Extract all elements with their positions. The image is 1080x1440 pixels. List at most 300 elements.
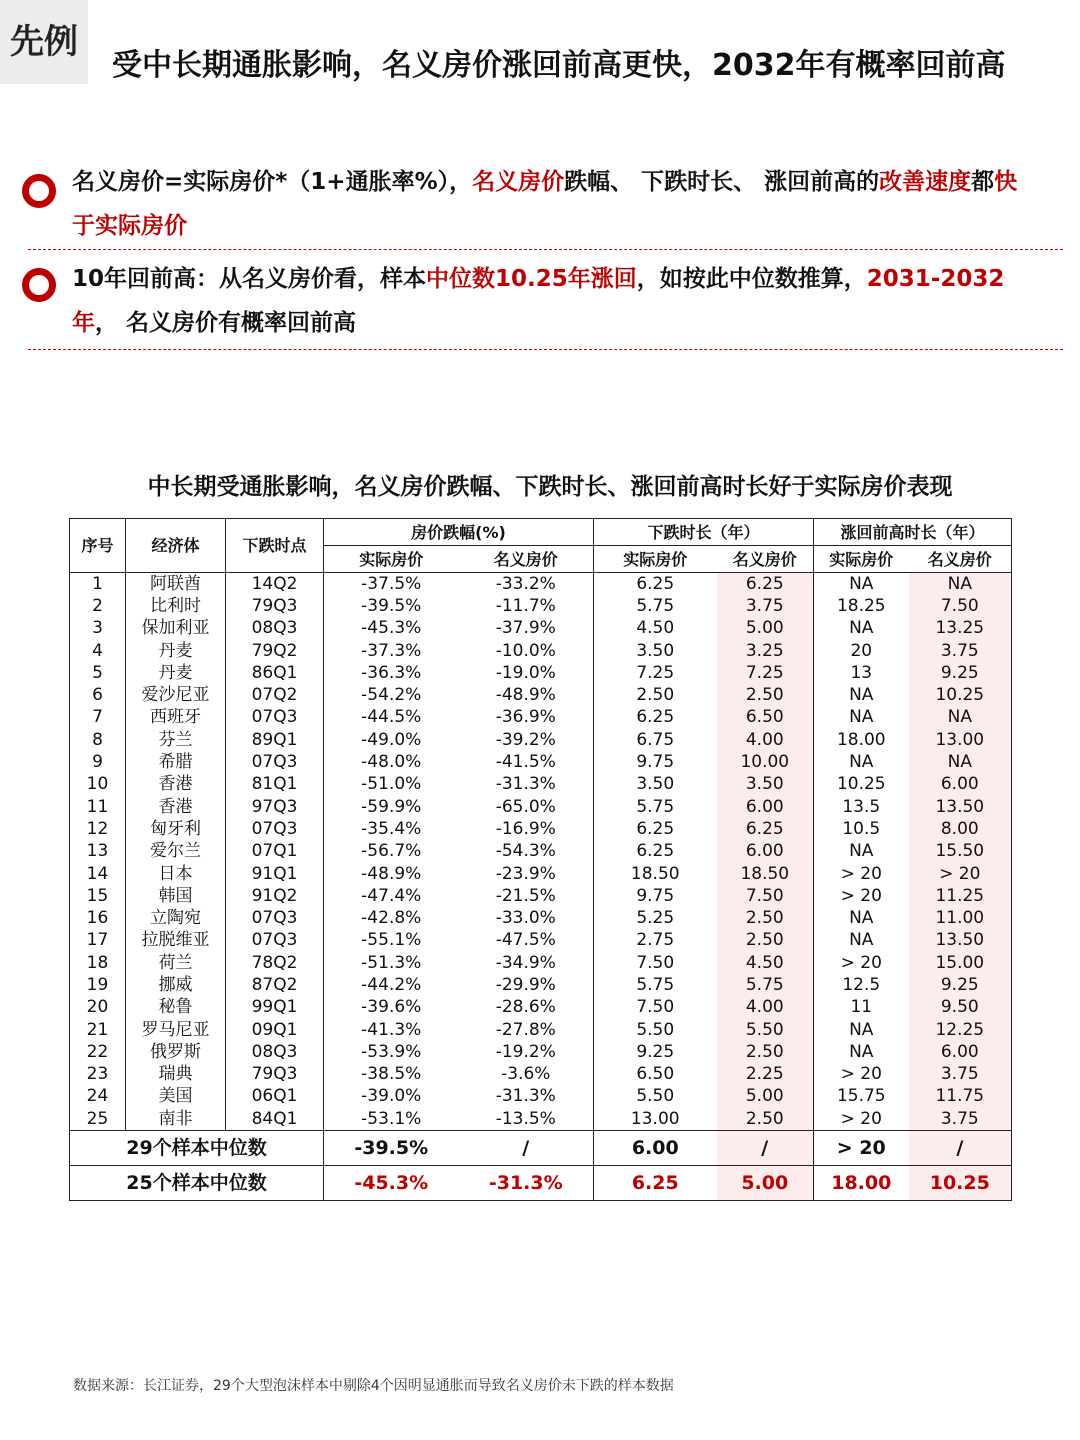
table-cell: -42.8%: [324, 907, 459, 929]
bullet-ring-icon: [22, 174, 56, 208]
table-row: [70, 1086, 1012, 1108]
table-cell: -33.0%: [495, 908, 556, 929]
table-cell: 5.00: [717, 1086, 814, 1108]
table-cell: NA: [814, 618, 909, 640]
table-cell: -31.3%: [495, 1086, 556, 1107]
data-table: [69, 518, 1012, 1201]
table-row: [70, 863, 1012, 885]
table-row: [70, 707, 1012, 729]
summary-value: 5.00: [717, 1166, 814, 1201]
table-cell: 07Q3: [226, 707, 324, 729]
table-cell: 10.25: [909, 684, 1012, 706]
table-cell: 阿联酋: [126, 573, 226, 596]
bullet-segment: 名义房价=实际房价*（1+通胀率%），: [72, 169, 473, 195]
table-cell: 6.25: [594, 707, 717, 729]
bullet-segment: ，如按此中位数推算，: [636, 266, 867, 292]
table-cell: 6.25: [594, 841, 717, 863]
table-cell: 5.75: [594, 595, 717, 617]
table-cell: 比利时: [126, 595, 226, 617]
table-cell: 14Q2: [226, 573, 324, 596]
table-cell: 13: [814, 662, 909, 684]
table-cell: 爱沙尼亚: [126, 684, 226, 706]
table-cell: 3: [92, 618, 103, 639]
table-cell: 15.75: [814, 1086, 909, 1108]
table-cell: 13.25: [909, 618, 1012, 640]
table-cell: 6.50: [717, 707, 814, 729]
table-cell: 9.25: [909, 974, 1012, 996]
table-cell: 2.50: [594, 684, 717, 706]
table-cell: > 20: [909, 863, 1012, 885]
table-cell: 5.50: [594, 1019, 717, 1041]
table-cell: -48.0%: [324, 751, 459, 773]
table-row: [70, 573, 1012, 596]
table-cell: 11: [86, 796, 109, 817]
table-row: [70, 751, 1012, 773]
table-cell: -35.4%: [324, 818, 459, 840]
table-cell: 3.25: [717, 640, 814, 662]
table-cell: -47.5%: [495, 930, 556, 951]
bullet-segment: 快于实际房价: [72, 169, 1018, 239]
table-cell: 南非: [126, 1108, 226, 1131]
table-cell: -53.1%: [324, 1108, 459, 1131]
table-cell: 07Q3: [226, 818, 324, 840]
table-title: 中长期受通胀影响，名义房价跌幅、下跌时长、涨回前高时长好于实际房价表现: [147, 474, 953, 500]
table-cell: > 20: [814, 952, 909, 974]
table-cell: 韩国: [126, 885, 226, 907]
table-cell: -54.3%: [495, 841, 556, 862]
table-cell: 香港: [126, 774, 226, 796]
table-cell: 13.00: [594, 1108, 717, 1131]
table-cell: -36.9%: [495, 707, 556, 728]
table-cell: 6.25: [594, 573, 717, 596]
table-cell: 8: [92, 729, 103, 750]
table-cell: 2.50: [717, 684, 814, 706]
divider: [28, 349, 1063, 350]
table-cell: 3.75: [909, 640, 1012, 662]
table-cell: -10.0%: [495, 640, 556, 661]
table-cell: NA: [814, 573, 909, 596]
table-cell: 7.50: [717, 885, 814, 907]
table-cell: -51.0%: [324, 774, 459, 796]
table-cell: -45.3%: [324, 618, 459, 640]
table-cell: 08Q3: [226, 618, 324, 640]
table-cell: -34.9%: [495, 952, 556, 973]
table-cell: 6.25: [717, 818, 814, 840]
divider: [28, 249, 1063, 250]
table-cell: 2.25: [717, 1064, 814, 1086]
table-cell: 10: [86, 774, 109, 795]
table-cell: NA: [814, 1019, 909, 1041]
table-cell: -36.3%: [324, 662, 459, 684]
table-cell: 3.75: [717, 595, 814, 617]
table-cell: -38.5%: [324, 1064, 459, 1086]
bullet-segment: 名义房价: [472, 169, 565, 195]
table-cell: 11: [814, 997, 909, 1019]
table-row: [70, 684, 1012, 706]
table-cell: 5: [92, 662, 103, 683]
table-cell: 07Q3: [226, 907, 324, 929]
table-cell: > 20: [814, 885, 909, 907]
table-cell: -39.6%: [324, 997, 459, 1019]
table-cell: -41.5%: [495, 752, 556, 773]
table-cell: NA: [814, 930, 909, 952]
table-cell: 9.75: [594, 751, 717, 773]
table-cell: 芬兰: [126, 729, 226, 751]
table-cell: 日本: [126, 863, 226, 885]
summary-value: 6.25: [594, 1166, 717, 1201]
table-cell: 12: [86, 818, 109, 839]
table-cell: 爱尔兰: [126, 841, 226, 863]
table-cell: > 20: [814, 1108, 909, 1131]
summary-value: 18.00: [814, 1166, 909, 1201]
table-cell: 西班牙: [126, 707, 226, 729]
table-cell: 立陶宛: [126, 907, 226, 929]
table-cell: 81Q1: [226, 774, 324, 796]
table-cell: 18.00: [814, 729, 909, 751]
table-cell: NA: [909, 573, 1012, 596]
summary-value: 10.25: [909, 1166, 1012, 1201]
table-cell: 89Q1: [226, 729, 324, 751]
table-row: [70, 885, 1012, 907]
table-cell: 1: [92, 573, 103, 594]
table-cell: -65.0%: [495, 796, 556, 817]
table-cell: 2.50: [717, 930, 814, 952]
table-cell: 美国: [126, 1086, 226, 1108]
header-recover-group: 涨回前高时长（年）: [814, 519, 1012, 546]
table-row: [70, 618, 1012, 640]
table-cell: 9.25: [909, 662, 1012, 684]
table-row: [70, 930, 1012, 952]
table-cell: -11.7%: [495, 595, 556, 616]
table-cell: -44.5%: [324, 707, 459, 729]
table-cell: 15: [86, 885, 109, 906]
table-row: [70, 952, 1012, 974]
header-peak: 下跌时点: [226, 519, 324, 573]
table-cell: 9: [92, 752, 103, 773]
table-cell: 19: [86, 974, 109, 995]
table-cell: 5.75: [594, 796, 717, 818]
summary-row: [70, 1166, 1012, 1201]
table-cell: NA: [814, 751, 909, 773]
header-nominal: 名义房价: [459, 546, 594, 573]
table-cell: -51.3%: [324, 952, 459, 974]
table-cell: NA: [814, 707, 909, 729]
table-cell: 13.00: [909, 729, 1012, 751]
table-cell: 06Q1: [226, 1086, 324, 1108]
table-cell: 78Q2: [226, 952, 324, 974]
summary-value: 6.00: [594, 1131, 717, 1166]
table-cell: 16: [86, 908, 109, 929]
summary-value: /: [909, 1131, 1012, 1166]
bullet-text-2: [72, 257, 1037, 345]
table-cell: NA: [814, 907, 909, 929]
table-cell: 84Q1: [226, 1108, 324, 1131]
table-cell: 13.50: [909, 796, 1012, 818]
table-cell: 7.50: [909, 595, 1012, 617]
table-cell: 7.25: [594, 662, 717, 684]
table-cell: 13.5: [814, 796, 909, 818]
table-cell: 希腊: [126, 751, 226, 773]
bullet-text-1: [72, 160, 1037, 248]
table-cell: 5.75: [594, 974, 717, 996]
table-cell: 罗马尼亚: [126, 1019, 226, 1041]
table-cell: 09Q1: [226, 1019, 324, 1041]
table-cell: 13: [86, 841, 109, 862]
table-cell: 荷兰: [126, 952, 226, 974]
table-cell: 07Q3: [226, 751, 324, 773]
table-cell: -54.2%: [324, 684, 459, 706]
table-cell: -3.6%: [501, 1064, 551, 1085]
table-cell: -29.9%: [495, 974, 556, 995]
table-row: [70, 1041, 1012, 1063]
table-cell: 匈牙利: [126, 818, 226, 840]
table-cell: 5.75: [717, 974, 814, 996]
table-cell: -49.0%: [324, 729, 459, 751]
table-cell: -59.9%: [324, 796, 459, 818]
table-cell: -56.7%: [324, 841, 459, 863]
summary-value: /: [459, 1131, 594, 1166]
table-cell: 2.50: [717, 1041, 814, 1063]
header-real: 实际房价: [324, 546, 459, 573]
table-cell: 5.25: [594, 907, 717, 929]
table-cell: 99Q1: [226, 997, 324, 1019]
table-cell: 拉脱维亚: [126, 930, 226, 952]
table-cell: 丹麦: [126, 662, 226, 684]
table-cell: 8.00: [909, 818, 1012, 840]
table-cell: NA: [814, 1041, 909, 1063]
header-drop-group: 房价跌幅(%): [324, 519, 594, 546]
header-economy: 经济体: [126, 519, 226, 573]
table-cell: 6.00: [909, 1041, 1012, 1063]
table-cell: 15.00: [909, 952, 1012, 974]
table-cell: 18.50: [594, 863, 717, 885]
table-cell: 18.25: [814, 595, 909, 617]
table-cell: 6.00: [717, 796, 814, 818]
table-cell: 97Q3: [226, 796, 324, 818]
summary-value: -39.5%: [324, 1131, 459, 1166]
table-cell: 20: [86, 997, 109, 1018]
table-cell: 12.5: [814, 974, 909, 996]
table-cell: 18.50: [717, 863, 814, 885]
table-cell: 4.50: [594, 618, 717, 640]
table-cell: 79Q3: [226, 595, 324, 617]
bullet-segment: 都: [971, 169, 995, 195]
table-cell: 11.25: [909, 885, 1012, 907]
table-cell: -37.5%: [324, 573, 459, 596]
table-cell: -19.2%: [495, 1041, 556, 1062]
table-cell: 2.50: [717, 907, 814, 929]
table-cell: -31.3%: [495, 774, 556, 795]
table-row: [70, 974, 1012, 996]
bullet-segment: ， 名义房价有概率回前高: [95, 310, 357, 336]
table-row: [70, 1019, 1012, 1041]
header-real: 实际房价: [814, 546, 909, 573]
table-cell: 6.75: [594, 729, 717, 751]
table-cell: 91Q2: [226, 885, 324, 907]
table-cell: 5.50: [717, 1019, 814, 1041]
table-cell: 2.75: [594, 930, 717, 952]
table-cell: -44.2%: [324, 974, 459, 996]
table-row: [70, 774, 1012, 796]
table-row: [70, 1108, 1012, 1131]
table-cell: 07Q3: [226, 930, 324, 952]
table-row: [70, 1064, 1012, 1086]
table-cell: 保加利亚: [126, 618, 226, 640]
table-row: [70, 907, 1012, 929]
table-cell: 3.75: [909, 1108, 1012, 1131]
table-cell: 21: [86, 1019, 109, 1040]
table-cell: 07Q2: [226, 684, 324, 706]
page-title: 受中长期通胀影响，名义房价涨回前高更快，2032年有概率回前高: [112, 48, 1006, 83]
table-cell: 6.00: [909, 774, 1012, 796]
table-cell: -39.5%: [324, 595, 459, 617]
table-cell: 丹麦: [126, 640, 226, 662]
table-cell: 22: [86, 1041, 109, 1062]
table-cell: 07Q1: [226, 841, 324, 863]
table-cell: -19.0%: [495, 662, 556, 683]
source-note: 数据来源：长江证券，29个大型泡沫样本中剔除4个因明显通胀而导致名义房价未下跌的样本数据: [73, 1378, 674, 1394]
table-row: [70, 595, 1012, 617]
summary-value: /: [717, 1131, 814, 1166]
table-cell: 3.50: [717, 774, 814, 796]
table-cell: 瑞典: [126, 1064, 226, 1086]
table-cell: -27.8%: [495, 1019, 556, 1040]
table-cell: 10.25: [814, 774, 909, 796]
table-cell: 7.50: [594, 952, 717, 974]
table-cell: -13.5%: [495, 1108, 556, 1129]
summary-value: -31.3%: [459, 1166, 594, 1201]
table-cell: 17: [86, 930, 109, 951]
header-seq: 序号: [70, 519, 126, 573]
table-cell: NA: [814, 841, 909, 863]
table-cell: -48.9%: [495, 685, 556, 706]
table-cell: 3.75: [909, 1064, 1012, 1086]
summary-value: > 20: [814, 1131, 909, 1166]
table-cell: 3.50: [594, 774, 717, 796]
table-cell: 79Q3: [226, 1064, 324, 1086]
table-cell: 86Q1: [226, 662, 324, 684]
table-cell: -37.9%: [495, 618, 556, 639]
table-cell: -41.3%: [324, 1019, 459, 1041]
table-cell: -39.2%: [495, 729, 556, 750]
table-cell: -16.9%: [495, 818, 556, 839]
header-nominal: 名义房价: [909, 546, 1012, 573]
table-cell: 14: [86, 863, 109, 884]
table-cell: 6.25: [717, 573, 814, 596]
bullet-segment: 中位数10.25年涨回: [426, 266, 637, 292]
table-cell: 2.50: [717, 1108, 814, 1131]
table-cell: 5.50: [594, 1086, 717, 1108]
header-nominal: 名义房价: [717, 546, 814, 573]
table-cell: NA: [909, 707, 1012, 729]
table-row: [70, 818, 1012, 840]
table-cell: 5.00: [717, 618, 814, 640]
table-cell: 10.00: [717, 751, 814, 773]
table-row: [70, 662, 1012, 684]
table-cell: 秘鲁: [126, 997, 226, 1019]
table-cell: 4.00: [717, 997, 814, 1019]
table-cell: 6.50: [594, 1064, 717, 1086]
table-cell: -39.0%: [324, 1086, 459, 1108]
table-cell: 7.50: [594, 997, 717, 1019]
table-row: [70, 841, 1012, 863]
table-cell: 挪威: [126, 974, 226, 996]
table-cell: -28.6%: [495, 997, 556, 1018]
table-cell: 79Q2: [226, 640, 324, 662]
table-cell: -33.2%: [495, 573, 556, 594]
summary-label: 25个样本中位数: [70, 1166, 324, 1201]
table-row: [70, 729, 1012, 751]
bullet-segment: 2031-2032年: [72, 266, 1005, 336]
summary-row: [70, 1131, 1012, 1166]
table-cell: -47.4%: [324, 885, 459, 907]
table-cell: 13.50: [909, 930, 1012, 952]
table-cell: 6.25: [594, 818, 717, 840]
table-cell: 23: [86, 1064, 109, 1085]
bullet-ring-icon: [22, 268, 56, 302]
table-cell: -48.9%: [324, 863, 459, 885]
bullet-segment: 10年回前高：从名义房价看，样本: [72, 266, 427, 292]
table-cell: 2: [92, 595, 103, 616]
table-cell: 香港: [126, 796, 226, 818]
table-cell: 7: [92, 707, 103, 728]
table-cell: 11.75: [909, 1086, 1012, 1108]
table-cell: 9.75: [594, 885, 717, 907]
table-cell: 12.25: [909, 1019, 1012, 1041]
table-cell: 4: [92, 640, 103, 661]
table-cell: 6: [92, 685, 103, 706]
bullet-segment: 改善速度: [879, 169, 972, 195]
table-cell: -55.1%: [324, 930, 459, 952]
table-cell: 10.5: [814, 818, 909, 840]
table-cell: > 20: [814, 1064, 909, 1086]
table-cell: 87Q2: [226, 974, 324, 996]
table-cell: 24: [86, 1086, 109, 1107]
table-cell: NA: [814, 684, 909, 706]
table-cell: 3.50: [594, 640, 717, 662]
table-row: [70, 997, 1012, 1019]
table-cell: > 20: [814, 863, 909, 885]
table-cell: -21.5%: [495, 885, 556, 906]
table-cell: 9.25: [594, 1041, 717, 1063]
table-cell: 9.50: [909, 997, 1012, 1019]
table-cell: 6.00: [717, 841, 814, 863]
table-cell: 18: [86, 952, 109, 973]
table-cell: 08Q3: [226, 1041, 324, 1063]
summary-value: -45.3%: [324, 1166, 459, 1201]
table-cell: -37.3%: [324, 640, 459, 662]
summary-label: 29个样本中位数: [70, 1131, 324, 1166]
table-cell: 4.50: [717, 952, 814, 974]
table-cell: 15.50: [909, 841, 1012, 863]
table-cell: 20: [814, 640, 909, 662]
table-cell: 91Q1: [226, 863, 324, 885]
table-cell: 俄罗斯: [126, 1041, 226, 1063]
table-cell: 7.25: [717, 662, 814, 684]
header-duration-group: 下跌时长（年）: [594, 519, 814, 546]
table-cell: -53.9%: [324, 1041, 459, 1063]
bullet-segment: 跌幅、 下跌时长、 涨回前高的: [564, 169, 880, 195]
table-cell: 4.00: [717, 729, 814, 751]
table-cell: 11.00: [909, 907, 1012, 929]
table-cell: -23.9%: [495, 863, 556, 884]
table-row: [70, 796, 1012, 818]
page-tag: 先例: [0, 0, 88, 84]
table-cell: 25: [86, 1108, 109, 1129]
table-cell: NA: [909, 751, 1012, 773]
table-row: [70, 640, 1012, 662]
header-real: 实际房价: [594, 546, 717, 573]
